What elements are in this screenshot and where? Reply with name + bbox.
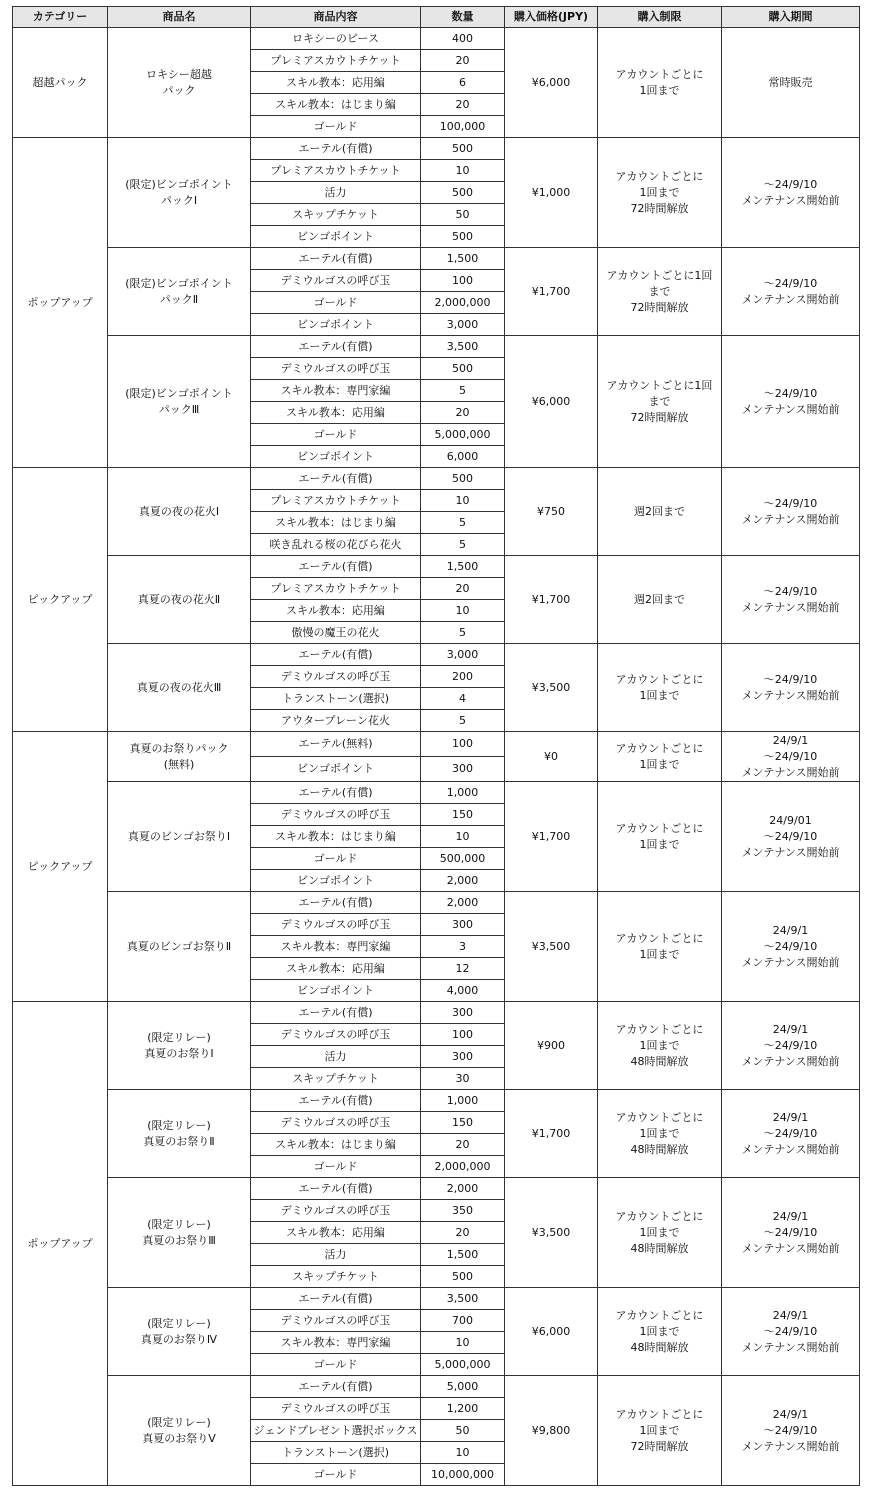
item-name-cell: ビンゴポイント xyxy=(251,870,421,892)
item-name-cell: エーテル(有償) xyxy=(251,336,421,358)
purchase-period-cell: ～24/9/10 メンテナンス開始前 xyxy=(722,468,860,556)
item-quantity-cell: 6,000 xyxy=(421,446,505,468)
item-quantity-cell: 300 xyxy=(421,914,505,936)
purchase-limit-cell: アカウントごとに 1回まで xyxy=(598,644,722,732)
item-name-cell: アウタープレーン花火 xyxy=(251,710,421,732)
item-quantity-cell: 5 xyxy=(421,380,505,402)
item-name-cell: スキップチケット xyxy=(251,1068,421,1090)
item-name-cell: デミウルゴスの呼び玉 xyxy=(251,358,421,380)
product-name-cell: (限定リレー) 真夏のお祭りⅣ xyxy=(108,1288,251,1376)
price-cell: ¥3,500 xyxy=(505,1178,598,1288)
item-name-cell: エーテル(有償) xyxy=(251,248,421,270)
purchase-limit-cell: アカウントごとに 1回まで 48時間解放 xyxy=(598,1090,722,1178)
item-name-cell: エーテル(有償) xyxy=(251,644,421,666)
product-name-cell: (限定)ビンゴポイント パックⅡ xyxy=(108,248,251,336)
item-name-cell: デミウルゴスの呼び玉 xyxy=(251,914,421,936)
item-quantity-cell: 3,000 xyxy=(421,314,505,336)
item-name-cell: スキル教本：応用編 xyxy=(251,600,421,622)
item-name-cell: ビンゴポイント xyxy=(251,446,421,468)
item-quantity-cell: 4,000 xyxy=(421,980,505,1002)
item-quantity-cell: 500,000 xyxy=(421,848,505,870)
item-quantity-cell: 4 xyxy=(421,688,505,710)
price-cell: ¥0 xyxy=(505,732,598,782)
item-quantity-cell: 3,500 xyxy=(421,1288,505,1310)
item-quantity-cell: 5 xyxy=(421,710,505,732)
item-quantity-cell: 500 xyxy=(421,358,505,380)
item-name-cell: ゴールド xyxy=(251,1156,421,1178)
price-cell: ¥9,800 xyxy=(505,1376,598,1486)
item-name-cell: スキル教本：応用編 xyxy=(251,72,421,94)
item-quantity-cell: 20 xyxy=(421,1222,505,1244)
item-quantity-cell: 3,000 xyxy=(421,644,505,666)
item-quantity-cell: 10 xyxy=(421,1332,505,1354)
purchase-limit-cell: アカウントごとに 1回まで 48時間解放 xyxy=(598,1002,722,1090)
item-quantity-cell: 300 xyxy=(421,1002,505,1024)
table-row xyxy=(13,556,860,578)
purchase-limit-cell: アカウントごとに 1回まで xyxy=(598,28,722,138)
item-name-cell: スキップチケット xyxy=(251,1266,421,1288)
item-quantity-cell: 6 xyxy=(421,72,505,94)
item-quantity-cell: 150 xyxy=(421,804,505,826)
item-name-cell: エーテル(有償) xyxy=(251,892,421,914)
category-cell: 超越パック xyxy=(13,28,108,138)
item-name-cell: デミウルゴスの呼び玉 xyxy=(251,1024,421,1046)
product-name-cell: 真夏の夜の花火Ⅱ xyxy=(108,556,251,644)
item-name-cell: エーテル(有償) xyxy=(251,1002,421,1024)
item-quantity-cell: 500 xyxy=(421,138,505,160)
item-name-cell: スキル教本：はじまり編 xyxy=(251,94,421,116)
item-name-cell: ゴールド xyxy=(251,424,421,446)
item-name-cell: エーテル(有償) xyxy=(251,1090,421,1112)
item-name-cell: エーテル(有償) xyxy=(251,1288,421,1310)
item-name-cell: ロキシーのピース xyxy=(251,28,421,50)
item-name-cell: ビンゴポイント xyxy=(251,226,421,248)
header-product-content: 商品内容 xyxy=(251,7,421,28)
item-quantity-cell: 100 xyxy=(421,270,505,292)
item-name-cell: プレミアスカウトチケット xyxy=(251,50,421,72)
item-name-cell: エーテル(有償) xyxy=(251,138,421,160)
price-cell: ¥750 xyxy=(505,468,598,556)
item-quantity-cell: 20 xyxy=(421,402,505,424)
item-name-cell: 活力 xyxy=(251,1244,421,1266)
item-name-cell: 傲慢の魔王の花火 xyxy=(251,622,421,644)
item-name-cell: プレミアスカウトチケット xyxy=(251,490,421,512)
item-quantity-cell: 10 xyxy=(421,826,505,848)
purchase-period-cell: ～24/9/10 メンテナンス開始前 xyxy=(722,248,860,336)
item-quantity-cell: 5 xyxy=(421,534,505,556)
header-price: 購入価格(JPY) xyxy=(505,7,598,28)
item-name-cell: ビンゴポイント xyxy=(251,314,421,336)
item-name-cell: エーテル(有償) xyxy=(251,1178,421,1200)
item-quantity-cell: 3,500 xyxy=(421,336,505,358)
price-cell: ¥1,000 xyxy=(505,138,598,248)
item-name-cell: スキル教本：専門家編 xyxy=(251,936,421,958)
purchase-period-cell: ～24/9/10 メンテナンス開始前 xyxy=(722,336,860,468)
purchase-period-cell: 24/9/01 ～24/9/10 メンテナンス開始前 xyxy=(722,782,860,892)
product-name-cell: 真夏のビンゴお祭りⅡ xyxy=(108,892,251,1002)
item-name-cell: トランストーン(選択) xyxy=(251,1442,421,1464)
item-quantity-cell: 300 xyxy=(421,1046,505,1068)
table-row xyxy=(13,1002,860,1024)
item-quantity-cell: 1,500 xyxy=(421,248,505,270)
header-quantity: 数量 xyxy=(421,7,505,28)
item-name-cell: ゴールド xyxy=(251,292,421,314)
purchase-limit-cell: アカウントごとに 1回まで xyxy=(598,782,722,892)
item-name-cell: 咲き乱れる桜の花びら花火 xyxy=(251,534,421,556)
purchase-period-cell: 24/9/1 ～24/9/10 メンテナンス開始前 xyxy=(722,1090,860,1178)
item-quantity-cell: 300 xyxy=(421,757,505,782)
item-name-cell: ゴールド xyxy=(251,1464,421,1486)
purchase-period-cell: ～24/9/10 メンテナンス開始前 xyxy=(722,644,860,732)
purchase-limit-cell: アカウントごとに 1回まで 48時間解放 xyxy=(598,1288,722,1376)
price-cell: ¥6,000 xyxy=(505,336,598,468)
item-name-cell: スキル教本：はじまり編 xyxy=(251,826,421,848)
header-category: カテゴリー xyxy=(13,7,108,28)
item-quantity-cell: 100,000 xyxy=(421,116,505,138)
purchase-period-cell: 常時販売 xyxy=(722,28,860,138)
header-purchase-period: 購入期間 xyxy=(722,7,860,28)
item-quantity-cell: 30 xyxy=(421,1068,505,1090)
product-name-cell: 真夏の夜の花火Ⅲ xyxy=(108,644,251,732)
item-name-cell: スキル教本：応用編 xyxy=(251,958,421,980)
item-name-cell: スキル教本：はじまり編 xyxy=(251,1134,421,1156)
item-quantity-cell: 1,000 xyxy=(421,782,505,804)
purchase-limit-cell: アカウントごとに1回 まで 72時間解放 xyxy=(598,248,722,336)
category-cell: ピックアップ xyxy=(13,732,108,1002)
price-cell: ¥6,000 xyxy=(505,28,598,138)
item-name-cell: ビンゴポイント xyxy=(251,757,421,782)
table-row xyxy=(13,1178,860,1200)
product-name-cell: (限定)ビンゴポイント パックⅢ xyxy=(108,336,251,468)
table-row xyxy=(13,138,860,160)
purchase-period-cell: 24/9/1 ～24/9/10 メンテナンス開始前 xyxy=(722,1288,860,1376)
item-quantity-cell: 500 xyxy=(421,1266,505,1288)
category-cell: ピックアップ xyxy=(13,468,108,732)
item-quantity-cell: 12 xyxy=(421,958,505,980)
item-quantity-cell: 5 xyxy=(421,622,505,644)
purchase-period-cell: 24/9/1 ～24/9/10 メンテナンス開始前 xyxy=(722,1178,860,1288)
item-quantity-cell: 50 xyxy=(421,204,505,226)
item-quantity-cell: 500 xyxy=(421,468,505,490)
purchase-limit-cell: アカウントごとに 1回まで 72時間解放 xyxy=(598,1376,722,1486)
category-cell: ポップアップ xyxy=(13,1002,108,1486)
item-quantity-cell: 20 xyxy=(421,50,505,72)
price-cell: ¥3,500 xyxy=(505,892,598,1002)
category-cell: ポップアップ xyxy=(13,138,108,468)
item-name-cell: ゴールド xyxy=(251,1354,421,1376)
purchase-limit-cell: アカウントごとに 1回まで xyxy=(598,732,722,782)
table-row xyxy=(13,732,860,757)
purchase-limit-cell: アカウントごとに1回 まで 72時間解放 xyxy=(598,336,722,468)
item-name-cell: スキップチケット xyxy=(251,204,421,226)
item-name-cell: スキル教本：応用編 xyxy=(251,402,421,424)
table-row xyxy=(13,468,860,490)
table-row xyxy=(13,1376,860,1398)
purchase-period-cell: ～24/9/10 メンテナンス開始前 xyxy=(722,138,860,248)
item-quantity-cell: 400 xyxy=(421,28,505,50)
item-quantity-cell: 20 xyxy=(421,1134,505,1156)
product-name-cell: (限定リレー) 真夏のお祭りⅡ xyxy=(108,1090,251,1178)
item-name-cell: ゴールド xyxy=(251,116,421,138)
price-cell: ¥1,700 xyxy=(505,782,598,892)
purchase-period-cell: 24/9/1 ～24/9/10 メンテナンス開始前 xyxy=(722,732,860,782)
purchase-limit-cell: アカウントごとに 1回まで 48時間解放 xyxy=(598,1178,722,1288)
price-cell: ¥6,000 xyxy=(505,1288,598,1376)
table-row xyxy=(13,28,860,50)
item-quantity-cell: 500 xyxy=(421,226,505,248)
item-name-cell: デミウルゴスの呼び玉 xyxy=(251,1398,421,1420)
item-quantity-cell: 5,000,000 xyxy=(421,1354,505,1376)
header-product-name: 商品名 xyxy=(108,7,251,28)
table-row xyxy=(13,1288,860,1310)
table-row xyxy=(13,644,860,666)
item-quantity-cell: 5 xyxy=(421,512,505,534)
purchase-period-cell: 24/9/1 ～24/9/10 メンテナンス開始前 xyxy=(722,1002,860,1090)
product-name-cell: (限定リレー) 真夏のお祭りⅠ xyxy=(108,1002,251,1090)
item-quantity-cell: 100 xyxy=(421,1024,505,1046)
product-name-cell: 真夏のビンゴお祭りⅠ xyxy=(108,782,251,892)
item-quantity-cell: 2,000 xyxy=(421,1178,505,1200)
item-quantity-cell: 350 xyxy=(421,1200,505,1222)
item-quantity-cell: 5,000 xyxy=(421,1376,505,1398)
item-quantity-cell: 20 xyxy=(421,578,505,600)
price-cell: ¥1,700 xyxy=(505,248,598,336)
purchase-period-cell: ～24/9/10 メンテナンス開始前 xyxy=(722,556,860,644)
item-quantity-cell: 5,000,000 xyxy=(421,424,505,446)
purchase-limit-cell: 週2回まで xyxy=(598,468,722,556)
item-name-cell: ジェンドプレゼント選択ボックス xyxy=(251,1420,421,1442)
item-name-cell: エーテル(有償) xyxy=(251,468,421,490)
item-quantity-cell: 10 xyxy=(421,160,505,182)
item-name-cell: デミウルゴスの呼び玉 xyxy=(251,666,421,688)
item-quantity-cell: 1,500 xyxy=(421,1244,505,1266)
header-row xyxy=(13,7,860,28)
table-row xyxy=(13,1090,860,1112)
product-name-cell: 真夏の夜の花火Ⅰ xyxy=(108,468,251,556)
item-quantity-cell: 1,500 xyxy=(421,556,505,578)
item-name-cell: スキル教本：専門家編 xyxy=(251,1332,421,1354)
item-quantity-cell: 500 xyxy=(421,182,505,204)
item-quantity-cell: 2,000,000 xyxy=(421,292,505,314)
item-name-cell: 活力 xyxy=(251,1046,421,1068)
item-quantity-cell: 2,000 xyxy=(421,892,505,914)
table-row xyxy=(13,248,860,270)
product-name-cell: (限定リレー) 真夏のお祭りⅤ xyxy=(108,1376,251,1486)
shop-pack-table xyxy=(12,6,860,1486)
purchase-limit-cell: アカウントごとに 1回まで xyxy=(598,892,722,1002)
price-cell: ¥900 xyxy=(505,1002,598,1090)
item-quantity-cell: 200 xyxy=(421,666,505,688)
item-name-cell: デミウルゴスの呼び玉 xyxy=(251,270,421,292)
purchase-limit-cell: アカウントごとに 1回まで 72時間解放 xyxy=(598,138,722,248)
item-name-cell: デミウルゴスの呼び玉 xyxy=(251,1200,421,1222)
product-name-cell: 真夏のお祭りパック (無料) xyxy=(108,732,251,782)
table-row xyxy=(13,892,860,914)
item-quantity-cell: 10,000,000 xyxy=(421,1464,505,1486)
price-cell: ¥3,500 xyxy=(505,644,598,732)
item-name-cell: 活力 xyxy=(251,182,421,204)
table-row xyxy=(13,782,860,804)
item-name-cell: スキル教本：専門家編 xyxy=(251,380,421,402)
product-name-cell: ロキシー超越 パック xyxy=(108,28,251,138)
item-quantity-cell: 10 xyxy=(421,1442,505,1464)
purchase-period-cell: 24/9/1 ～24/9/10 メンテナンス開始前 xyxy=(722,892,860,1002)
item-quantity-cell: 1,200 xyxy=(421,1398,505,1420)
item-quantity-cell: 2,000 xyxy=(421,870,505,892)
item-name-cell: トランストーン(選択) xyxy=(251,688,421,710)
product-name-cell: (限定リレー) 真夏のお祭りⅢ xyxy=(108,1178,251,1288)
item-quantity-cell: 20 xyxy=(421,94,505,116)
table-body xyxy=(13,28,860,1486)
item-name-cell: スキル教本：はじまり編 xyxy=(251,512,421,534)
item-quantity-cell: 10 xyxy=(421,600,505,622)
item-name-cell: デミウルゴスの呼び玉 xyxy=(251,1310,421,1332)
product-name-cell: (限定)ビンゴポイント パックⅠ xyxy=(108,138,251,248)
item-name-cell: プレミアスカウトチケット xyxy=(251,578,421,600)
table-row xyxy=(13,336,860,358)
purchase-limit-cell: 週2回まで xyxy=(598,556,722,644)
item-name-cell: デミウルゴスの呼び玉 xyxy=(251,804,421,826)
item-quantity-cell: 100 xyxy=(421,732,505,757)
item-quantity-cell: 50 xyxy=(421,1420,505,1442)
item-quantity-cell: 1,000 xyxy=(421,1090,505,1112)
item-name-cell: プレミアスカウトチケット xyxy=(251,160,421,182)
item-quantity-cell: 3 xyxy=(421,936,505,958)
item-quantity-cell: 2,000,000 xyxy=(421,1156,505,1178)
item-name-cell: エーテル(有償) xyxy=(251,556,421,578)
item-name-cell: エーテル(有償) xyxy=(251,1376,421,1398)
item-quantity-cell: 10 xyxy=(421,490,505,512)
header-purchase-limit: 購入制限 xyxy=(598,7,722,28)
item-name-cell: エーテル(有償) xyxy=(251,782,421,804)
item-name-cell: デミウルゴスの呼び玉 xyxy=(251,1112,421,1134)
price-cell: ¥1,700 xyxy=(505,1090,598,1178)
item-name-cell: エーテル(無料) xyxy=(251,732,421,757)
item-name-cell: ビンゴポイント xyxy=(251,980,421,1002)
price-cell: ¥1,700 xyxy=(505,556,598,644)
item-name-cell: スキル教本：応用編 xyxy=(251,1222,421,1244)
item-name-cell: ゴールド xyxy=(251,848,421,870)
item-quantity-cell: 700 xyxy=(421,1310,505,1332)
purchase-period-cell: 24/9/1 ～24/9/10 メンテナンス開始前 xyxy=(722,1376,860,1486)
item-quantity-cell: 150 xyxy=(421,1112,505,1134)
